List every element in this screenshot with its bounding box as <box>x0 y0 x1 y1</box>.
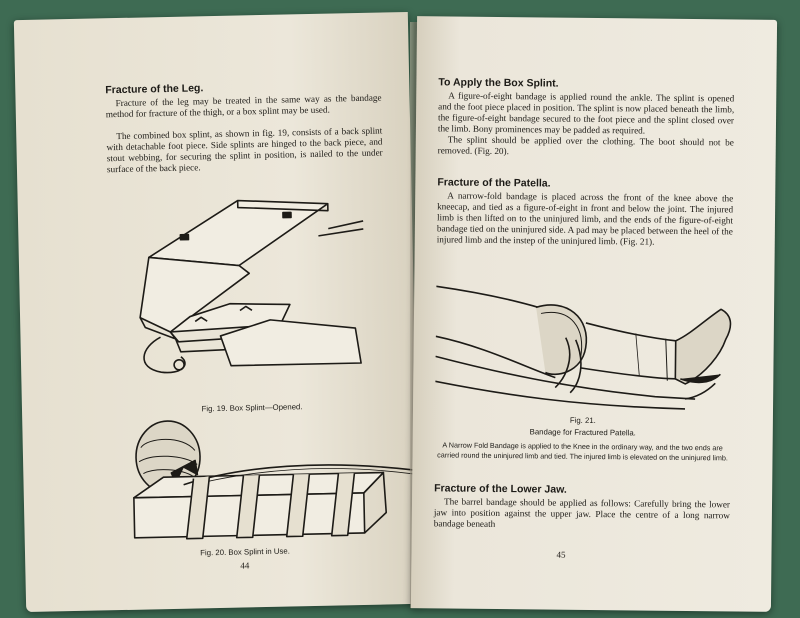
heading-fracture-lower-jaw: Fracture of the Lower Jaw. <box>434 482 567 496</box>
right-para-3: A narrow-fold bandage is placed across the front of the knee above the kneecap, and tied as a figure-of-eight in front and below the joint. The injured limb is then lifted on to the uninjured limb, and the ends of the figure-of-eight bandage tied on the uninjured side. A pad may be placed between the heel of the injured limb and the instep of the uninjured limb. (Fig. 21). <box>436 190 734 247</box>
fig21-note: A Narrow Fold Bandage is applied to the Knee in the ordinary way, and the two ends are carried round the uninjured limb and tied. The injured limb is elevated on the uninjured limb. <box>437 440 728 463</box>
box-splint-in-use-illustration <box>122 412 415 548</box>
left-page <box>14 12 420 612</box>
right-page <box>411 16 777 612</box>
patella-bandage-illustration <box>435 276 736 414</box>
fig19-caption: Fig. 19. Box Splint—Opened. <box>201 402 303 414</box>
page-number-45: 45 <box>556 549 566 560</box>
fig21-title: Bandage for Fractured Patella. <box>529 427 636 438</box>
heading-fracture-of-patella: Fracture of the Patella. <box>437 176 551 190</box>
left-para-2: The combined box splint, as shown in fig. 19, consists of a back splint with detachable foot piece. Side splints are hinged to the back piece, and stout webbing, for securing the splint in position, is nailed to the under surface of the back piece. <box>106 125 383 175</box>
left-para-1: Fracture of the leg may be treated in the same way as the bandage method for fracture of the thigh, or a box splint may be used. <box>105 92 382 120</box>
open-booklet <box>14 16 786 610</box>
right-para-1: A figure-of-eight bandage is applied round the ankle. The splint is opened and the foot piece placed in position. The splint is now placed beneath the limb, the figure-of-eight bandage secured to the foot piece and the splint closed over the limb. Bony prominences may be padded as required. <box>437 90 735 136</box>
heading-fracture-of-leg: Fracture of the Leg. <box>105 82 204 97</box>
right-para-2: The splint should be applied over the clothing. The boot should not be removed. (Fig. 20). <box>437 134 734 157</box>
box-splint-opened-illustration <box>117 183 371 398</box>
fig21-label: Fig. 21. <box>569 415 596 426</box>
fig20-caption: Fig. 20. Box Splint in Use. <box>200 546 290 558</box>
right-para-4: The barrel bandage should be applied as follows: Carefully bring the lower jaw into position against the upper jaw. Place the centre of a long narrow bandage beneath <box>433 496 731 529</box>
heading-apply-box-splint: To Apply the Box Splint. <box>438 76 559 90</box>
page-number-44: 44 <box>240 560 250 571</box>
